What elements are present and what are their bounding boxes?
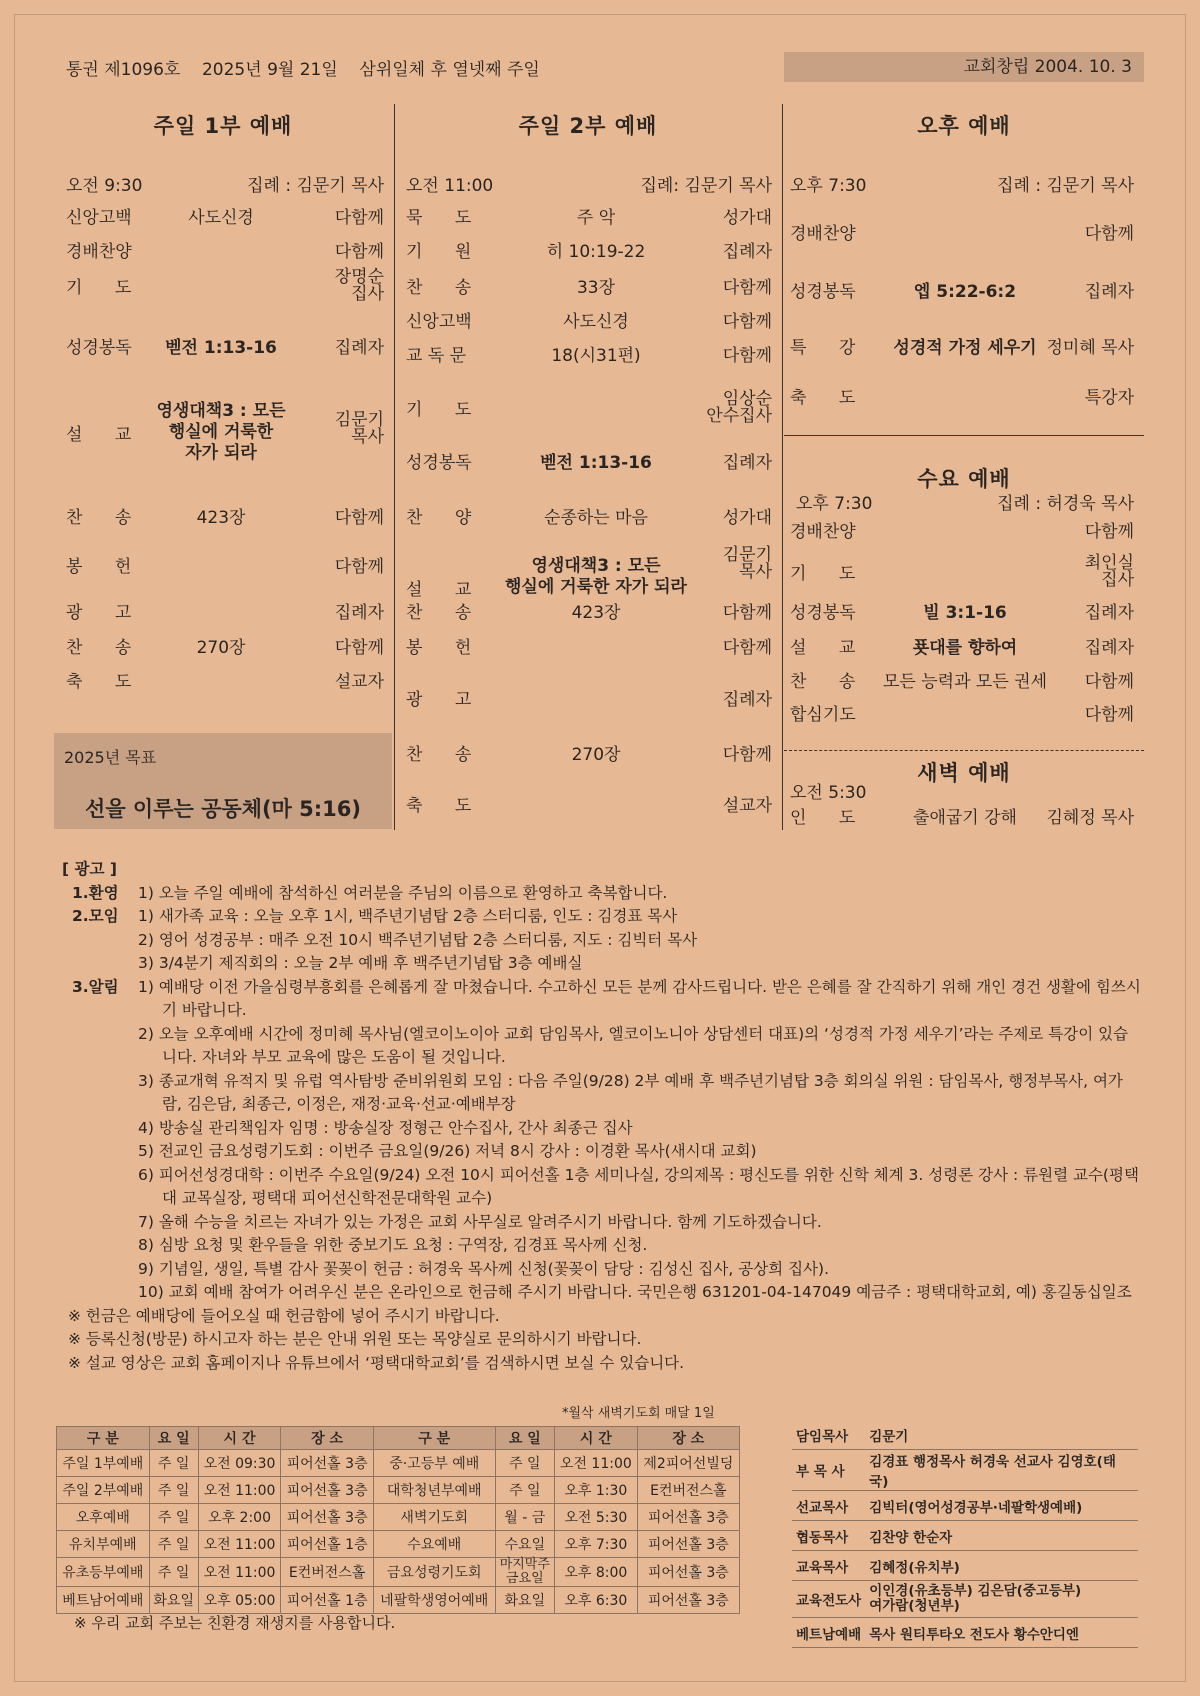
- schedule-cell: 유초등부예배: [57, 1558, 150, 1587]
- announcement-item: 10) 교회 예배 참여가 어려우신 분은 온라인으로 헌금해 주시기 바랍니다. 국민은행 631201-04-147049 예금주 : 평택대학교회, 예) 홍길동십일조: [138, 1283, 1132, 1301]
- schedule-cell: E컨버전스홀: [281, 1558, 373, 1587]
- wednesday-item-label: 합심기도: [790, 705, 856, 725]
- schedule-cell: 네팔학생영어예배: [373, 1587, 495, 1614]
- service2-item-label: 교 독 문: [406, 346, 467, 366]
- service2-item-content: 270장: [571, 745, 621, 765]
- announcement-note: ※ 헌금은 예배당에 들어오실 때 헌금함에 넣어 주시기 바랍니다.: [68, 1306, 500, 1325]
- schedule-cell: 대학청년부예배: [373, 1477, 495, 1504]
- worship-schedule-table: [56, 1426, 740, 1614]
- service1-leader: 집례 : 김문기 목사: [247, 176, 384, 196]
- service1-item-who: 다함께: [334, 508, 384, 528]
- staff-names: 김빅터(영어성경공부·네팔학생예배): [865, 1491, 1138, 1521]
- service2-item-who: 집례자: [722, 242, 772, 262]
- afternoon-item-label: 축 도: [790, 388, 856, 408]
- service2-order-row: [406, 638, 772, 698]
- staff-row: [792, 1521, 1138, 1551]
- schedule-cell: 피어선홀 3층: [637, 1531, 739, 1558]
- service2-item-who: 다함께: [722, 638, 772, 658]
- column-divider: [394, 104, 395, 830]
- staff-table: [792, 1420, 1138, 1648]
- staff-row: [792, 1618, 1138, 1648]
- schedule-cell: 월 - 금: [495, 1504, 554, 1531]
- service2-item-content: 주 악: [576, 208, 616, 228]
- announcements-heading: [ 광고 ]: [62, 860, 117, 878]
- schedule-cell: 오후 7:30: [555, 1531, 638, 1558]
- service1-item-label: 찬 송: [66, 508, 132, 528]
- staff-names: 이인경(유초등부) 김은담(중고등부) 여가람(청년부): [865, 1581, 1138, 1618]
- service1-order-row: [66, 401, 384, 461]
- staff-role: 부 목 사: [792, 1450, 865, 1491]
- dawn-time: 오전 5:30: [790, 783, 867, 803]
- service1-item-who: 다함께: [334, 242, 384, 262]
- section-divider: [784, 750, 1144, 751]
- service1-item-content: 270장: [196, 638, 246, 658]
- schedule-cell: 주 일: [149, 1477, 198, 1504]
- service1-item-content: 벧전 1:13-16: [165, 338, 277, 358]
- service2-item-who: 다함께: [722, 346, 772, 366]
- afternoon-item-who: 집례자: [1084, 282, 1134, 302]
- schedule-cell: 오전 11:00: [198, 1531, 281, 1558]
- staff-role: 베트남예배: [792, 1618, 865, 1648]
- schedule-cell: 중·고등부 예배: [373, 1450, 495, 1477]
- service1-item-who: 설교자: [334, 672, 384, 692]
- schedule-cell: 주일 2부예배: [57, 1477, 150, 1504]
- service2-item-content: 사도신경: [563, 312, 629, 332]
- schedule-header: 장 소: [637, 1427, 739, 1450]
- wednesday-item-who: 다함께: [1084, 672, 1134, 692]
- issue-number: 통권 제1096호: [66, 60, 181, 80]
- announcement-item: 3) 종교개혁 유적지 및 유럽 역사탐방 준비위원회 모임 : 다음 주일(9/28) 2부 예배 후 백주년기념탑 3층 회의실 위원 : 담임목사, 행정부목사, 여가람, 김은담, 최종근, 이정은, 재정·교육·선교·예배부장: [138, 1071, 1123, 1113]
- service1-order-row: [66, 672, 384, 732]
- service1-item-who: 다함께: [334, 557, 384, 577]
- service2-item-who: 집례자: [722, 453, 772, 473]
- staff-row: [792, 1420, 1138, 1450]
- schedule-cell: 피어선홀 3층: [281, 1504, 373, 1531]
- service1-item-who: 장명순 집사: [334, 267, 384, 304]
- announcement-note: ※ 등록신청(방문) 하시고자 하는 분은 안내 위원 또는 목양실로 문의하시기 바랍니다.: [68, 1330, 642, 1348]
- wednesday-item-label: 경배찬양: [790, 522, 856, 542]
- schedule-row: [57, 1477, 740, 1504]
- bulletin-header: [66, 52, 1144, 80]
- column-divider: [782, 104, 783, 830]
- dawn-content: 출애굽기 강해: [913, 808, 1017, 828]
- wednesday-title: 수요 예배: [917, 467, 1011, 491]
- service2-item-who: 임상순 안수집사: [706, 389, 772, 426]
- schedule-cell: 오후 1:30: [555, 1477, 638, 1504]
- wednesday-item-content: 빌 3:1-16: [923, 603, 1007, 623]
- schedule-cell: 금요성령기도회: [373, 1558, 495, 1587]
- service2-item-who: 설교자: [722, 796, 772, 816]
- schedule-header: 요 일: [149, 1427, 198, 1450]
- staff-names: 목사 원티투타오 전도사 황수안디엔: [865, 1618, 1138, 1648]
- wednesday-order-row: [790, 705, 1134, 765]
- service2-item-label: 찬 송: [406, 745, 472, 765]
- schedule-header: 시 간: [198, 1427, 281, 1450]
- schedule-cell: 주 일: [149, 1504, 198, 1531]
- service2-order-row: [406, 796, 772, 856]
- service2-item-who: 성가대: [722, 208, 772, 228]
- afternoon-item-who: 특강자: [1084, 388, 1134, 408]
- schedule-row: [57, 1558, 740, 1587]
- schedule-row: [57, 1587, 740, 1614]
- yearly-goal-box: [54, 733, 392, 829]
- dawn-title: 새벽 예배: [917, 761, 1011, 785]
- issue-info: [66, 55, 540, 80]
- schedule-cell: 오전 11:00: [198, 1477, 281, 1504]
- announcement-item: 2) 영어 성경공부 : 매주 오전 10시 백주년기념탑 2층 스터디룸, 지도 : 김빅터 목사: [138, 930, 698, 949]
- staff-role: 교육전도사: [792, 1581, 865, 1618]
- issue-date: 2025년 9월 21일: [201, 60, 338, 80]
- announcement-section: [62, 976, 1142, 1305]
- announcement-item: 1) 새가족 교육 : 오늘 오후 1시, 백주년기념탑 2층 스터디룸, 인도 : 김경표 목사: [138, 907, 678, 925]
- announcement-item: 2) 오늘 오후예배 시간에 정미혜 목사님(엘코이노이아 교회 담임목사, 엘코이노니아 상담센터 대표)의 ‘성경적 가정 세우기’라는 주제로 특강이 있습니다. 자녀와 부모 교육에 많은 도움이 될 것입니다.: [138, 1024, 1129, 1066]
- afternoon-time: 오후 7:30: [790, 176, 867, 196]
- wednesday-item-label: 기 도: [790, 564, 856, 584]
- schedule-header: 시 간: [555, 1427, 638, 1450]
- schedule-cell: 피어선홀 3층: [637, 1504, 739, 1531]
- service2-item-content: 영생대책3 : 모든 행실에 거룩한 자가 되라: [505, 556, 687, 597]
- service1-time: 오전 9:30: [66, 176, 143, 196]
- announcements: [62, 858, 1142, 1375]
- service1-item-who: 다함께: [334, 638, 384, 658]
- service2-item-who: 다함께: [722, 312, 772, 332]
- service2-order-row: [406, 389, 772, 460]
- wednesday-item-who: 집례자: [1084, 638, 1134, 658]
- afternoon-title: 오후 예배: [917, 114, 1011, 138]
- schedule-cell: 오후예배: [57, 1504, 150, 1531]
- service2-item-who: 집례자: [722, 690, 772, 710]
- service2-item-content: 히 10:19-22: [546, 242, 646, 262]
- service1-item-who: 다함께: [334, 208, 384, 228]
- announcement-section: [62, 882, 1142, 906]
- staff-role: 협동목사: [792, 1521, 865, 1551]
- announcement-items: [138, 905, 1142, 976]
- service1-item-who: 김문기 목사: [334, 410, 384, 447]
- afternoon-item-label: 성경봉독: [790, 282, 856, 302]
- service2-item-content: 33장: [576, 278, 616, 298]
- service2-item-content: 423장: [571, 603, 621, 623]
- announcement-note: ※ 설교 영상은 교회 홈페이지나 유튜브에서 ‘평택대학교회’를 검색하시면 보실 수 있습니다.: [68, 1353, 685, 1372]
- service1-item-label: 축 도: [66, 672, 132, 692]
- schedule-cell: 피어선홀 1층: [281, 1587, 373, 1614]
- service2-item-who: 김문기 목사: [722, 545, 772, 582]
- afternoon-item-content: 성경적 가정 세우기: [893, 338, 1037, 358]
- schedule-row: [57, 1450, 740, 1477]
- afternoon-item-content: 엡 5:22-6:2: [913, 282, 1017, 302]
- wednesday-item-label: 설 교: [790, 638, 856, 658]
- wednesday-item-who: 다함께: [1084, 705, 1134, 725]
- dawn-prayer-note: *월삭 새벽기도회 매달 1일: [562, 1406, 715, 1421]
- schedule-row: [57, 1504, 740, 1531]
- schedule-cell: 오후 8:00: [555, 1558, 638, 1587]
- staff-row: [792, 1581, 1138, 1618]
- afternoon-item-who: 정미혜 목사: [1046, 338, 1134, 358]
- wednesday-item-who: 다함께: [1084, 522, 1134, 542]
- service1-item-label: 설 교: [66, 425, 132, 445]
- service2-leader: 집례: 김문기 목사: [640, 176, 772, 196]
- schedule-cell: 오전 5:30: [555, 1504, 638, 1531]
- afternoon-order-row: [790, 388, 1134, 448]
- schedule-cell: 주일 1부예배: [57, 1450, 150, 1477]
- schedule-cell: 오후 2:00: [198, 1504, 281, 1531]
- schedule-cell: 피어선홀 3층: [637, 1558, 739, 1587]
- schedule-header: 장 소: [281, 1427, 373, 1450]
- recycled-paper-note: ※ 우리 교회 주보는 친환경 재생지를 사용합니다.: [74, 1614, 396, 1632]
- service1-item-content: 영생대책3 : 모든 행실에 거룩한 자가 되라: [156, 401, 286, 463]
- schedule-cell: 주 일: [149, 1531, 198, 1558]
- service1-item-who: 집례자: [334, 603, 384, 623]
- schedule-header: 구 분: [57, 1427, 150, 1450]
- service2-item-label: 축 도: [406, 796, 472, 816]
- schedule-cell: 피어선홀 3층: [281, 1450, 373, 1477]
- service1-item-content: 423장: [196, 508, 246, 528]
- service2-item-label: 봉 헌: [406, 638, 472, 658]
- schedule-cell: 주 일: [495, 1450, 554, 1477]
- service2-time: 오전 11:00: [406, 176, 494, 196]
- service2-item-label: 기 도: [406, 400, 472, 420]
- schedule-cell: E컨버전스홀: [637, 1477, 739, 1504]
- service1-order-row: [66, 267, 384, 338]
- dawn-item: 인 도: [790, 808, 856, 828]
- schedule-cell: 새벽기도회: [373, 1504, 495, 1531]
- staff-names: 김경표 행정목사 허경욱 선교사 김영호(태국): [865, 1450, 1138, 1491]
- wednesday-item-label: 성경봉독: [790, 603, 856, 623]
- schedule-cell: 오전 09:30: [198, 1450, 281, 1477]
- service2-item-who: 다함께: [722, 278, 772, 298]
- afternoon-order-row: [790, 224, 1134, 284]
- announcement-category: 2.모임: [72, 907, 119, 925]
- service2-item-who: 성가대: [722, 508, 772, 528]
- service2-item-label: 광 고: [406, 690, 472, 710]
- goal-text: 선을 이루는 공동체(마 5:16): [85, 797, 361, 821]
- service1-item-label: 경배찬양: [66, 242, 132, 262]
- announcement-section: [62, 905, 1142, 976]
- announcement-item: 1) 오늘 주일 예배에 참석하신 여러분을 주님의 이름으로 환영하고 축복합니다.: [138, 883, 668, 902]
- service2-item-label: 찬 송: [406, 603, 472, 623]
- schedule-cell: 오후 05:00: [198, 1587, 281, 1614]
- wednesday-item-who: 최인실 집사: [1084, 553, 1134, 590]
- schedule-cell: 베트남어예배: [57, 1587, 150, 1614]
- announcement-item: 6) 피어선성경대학 : 이번주 수요일(9/24) 오전 10시 피어선홀 1층 세미나실, 강의제목 : 평신도를 위한 신학 체계 3. 성령론 강사 : 류원렬 교수(평택대 교목실장, 평택대 피어선신학전문대학원 교수): [138, 1165, 1139, 1207]
- wednesday-item-label: 찬 송: [790, 672, 856, 692]
- dawn-leader-name: 김혜정 목사: [1046, 808, 1134, 828]
- service2-item-label: 성경봉독: [406, 453, 472, 473]
- staff-row: [792, 1491, 1138, 1521]
- schedule-cell: 오전 11:00: [198, 1558, 281, 1587]
- service1-title: 주일 1부 예배: [153, 114, 293, 138]
- announcement-item: 9) 기념일, 생일, 특별 감사 꽃꽂이 헌금 : 허경욱 목사께 신청(꽃꽂이 담당 : 김성신 집사, 공상희 집사).: [138, 1259, 829, 1278]
- schedule-cell: 유치부예배: [57, 1531, 150, 1558]
- schedule-row: [57, 1531, 740, 1558]
- announcement-item: 5) 전교인 금요성령기도회 : 이번주 금요일(9/26) 저녁 8시 강사 : 이경환 목사(새시대 교회): [138, 1142, 757, 1160]
- afternoon-item-label: 경배찬양: [790, 224, 856, 244]
- announcement-item: 8) 심방 요청 및 환우들을 위한 중보기도 요청 : 구역장, 김경표 목사께 신청.: [138, 1236, 648, 1254]
- wednesday-time: 오후 7:30: [796, 494, 873, 514]
- afternoon-item-who: 다함께: [1084, 224, 1134, 244]
- service1-item-label: 찬 송: [66, 638, 132, 658]
- service1-item-label: 봉 헌: [66, 557, 132, 577]
- schedule-cell: 피어선홀 3층: [281, 1477, 373, 1504]
- schedule-cell: 오후 6:30: [555, 1587, 638, 1614]
- founded-date: 교회창립 2004. 10. 3: [784, 52, 1144, 82]
- schedule-cell: 수요일: [495, 1531, 554, 1558]
- schedule-cell: 오전 11:00: [555, 1450, 638, 1477]
- schedule-cell: 피어선홀 3층: [637, 1587, 739, 1614]
- wednesday-leader: 집례 : 허경욱 목사: [997, 494, 1134, 514]
- staff-names: 김혜정(유치부): [865, 1551, 1138, 1581]
- service2-item-who: 다함께: [722, 745, 772, 765]
- staff-role: 담임목사: [792, 1420, 865, 1450]
- announcement-item: 4) 방송실 관리책임자 임명 : 방송실장 정형근 안수집사, 간사 최종근 집사: [138, 1118, 633, 1137]
- announcement-items: [138, 882, 1142, 906]
- service2-item-content: 18(시31편): [551, 346, 641, 366]
- service2-item-content: 순종하는 마음: [544, 508, 648, 528]
- service2-item-label: 찬 송: [406, 278, 472, 298]
- wednesday-item-who: 집례자: [1084, 603, 1134, 623]
- announcement-category: 3.알림: [72, 977, 119, 996]
- announcement-item: 1) 예배당 이전 가을심령부흥회를 은혜롭게 잘 마쳤습니다. 수고하신 모든 분께 감사드립니다. 받은 은혜를 잘 간직하기 위해 개인 경건 생활에 힘쓰시기 바랍니다.: [138, 977, 1141, 1019]
- service2-item-content: 벧전 1:13-16: [540, 453, 652, 473]
- announcement-item: 7) 올해 수능을 치르는 자녀가 있는 가정은 교회 사무실로 알려주시기 바랍니다. 함께 기도하겠습니다.: [138, 1212, 822, 1231]
- service1-item-label: 기 도: [66, 278, 132, 298]
- afternoon-order-row: [790, 282, 1134, 342]
- staff-row: [792, 1551, 1138, 1581]
- goal-label: 2025년 목표: [64, 748, 157, 767]
- service1-item-who: 집례자: [334, 338, 384, 358]
- wednesday-item-content: 모든 능력과 모든 권세: [882, 672, 1047, 692]
- service2-item-label: 설 교: [406, 580, 472, 600]
- staff-row: [792, 1450, 1138, 1491]
- schedule-cell: 화요일: [149, 1587, 198, 1614]
- schedule-cell: 수요예배: [373, 1531, 495, 1558]
- wednesday-item-content: 푯대를 향하여: [912, 638, 1018, 658]
- staff-role: 교육목사: [792, 1551, 865, 1581]
- schedule-cell: 마지막주 금요일: [495, 1558, 554, 1587]
- section-divider: [784, 435, 1144, 436]
- service2-order-row: [406, 690, 772, 750]
- service2-title: 주일 2부 예배: [518, 114, 658, 138]
- schedule-header: 요 일: [495, 1427, 554, 1450]
- service1-item-content: 사도신경: [188, 208, 254, 228]
- schedule-header: 구 분: [373, 1427, 495, 1450]
- schedule-cell: 화요일: [495, 1587, 554, 1614]
- schedule-cell: 피어선홀 1층: [281, 1531, 373, 1558]
- announcement-category: 1.환영: [72, 883, 119, 902]
- staff-role: 선교목사: [792, 1491, 865, 1521]
- service2-item-label: 기 원: [406, 242, 472, 262]
- schedule-cell: 주 일: [149, 1450, 198, 1477]
- service1-item-label: 광 고: [66, 603, 132, 623]
- staff-names: 김문기: [865, 1420, 1138, 1450]
- announcement-items: [138, 976, 1142, 1305]
- service2-item-label: 신앙고백: [406, 312, 472, 332]
- service2-order-row: [406, 453, 772, 513]
- service2-item-label: 묵 도: [406, 208, 472, 228]
- afternoon-item-label: 특 강: [790, 338, 856, 358]
- service2-item-who: 다함께: [722, 603, 772, 623]
- service2-item-label: 찬 양: [406, 508, 472, 528]
- schedule-cell: 주 일: [495, 1477, 554, 1504]
- schedule-cell: 주 일: [149, 1558, 198, 1587]
- service1-order-row: [66, 338, 384, 398]
- service1-item-label: 성경봉독: [66, 338, 132, 358]
- afternoon-leader: 집례 : 김문기 목사: [997, 176, 1134, 196]
- schedule-cell: 제2피어선빌딩: [637, 1450, 739, 1477]
- staff-names: 김찬양 한순자: [865, 1521, 1138, 1551]
- service1-item-label: 신앙고백: [66, 208, 132, 228]
- liturgical-week: 삼위일체 후 열넷째 주일: [359, 60, 540, 80]
- announcement-item: 3) 3/4분기 제직회의 : 오늘 2부 예배 후 백주년기념탑 3층 예배실: [138, 954, 583, 972]
